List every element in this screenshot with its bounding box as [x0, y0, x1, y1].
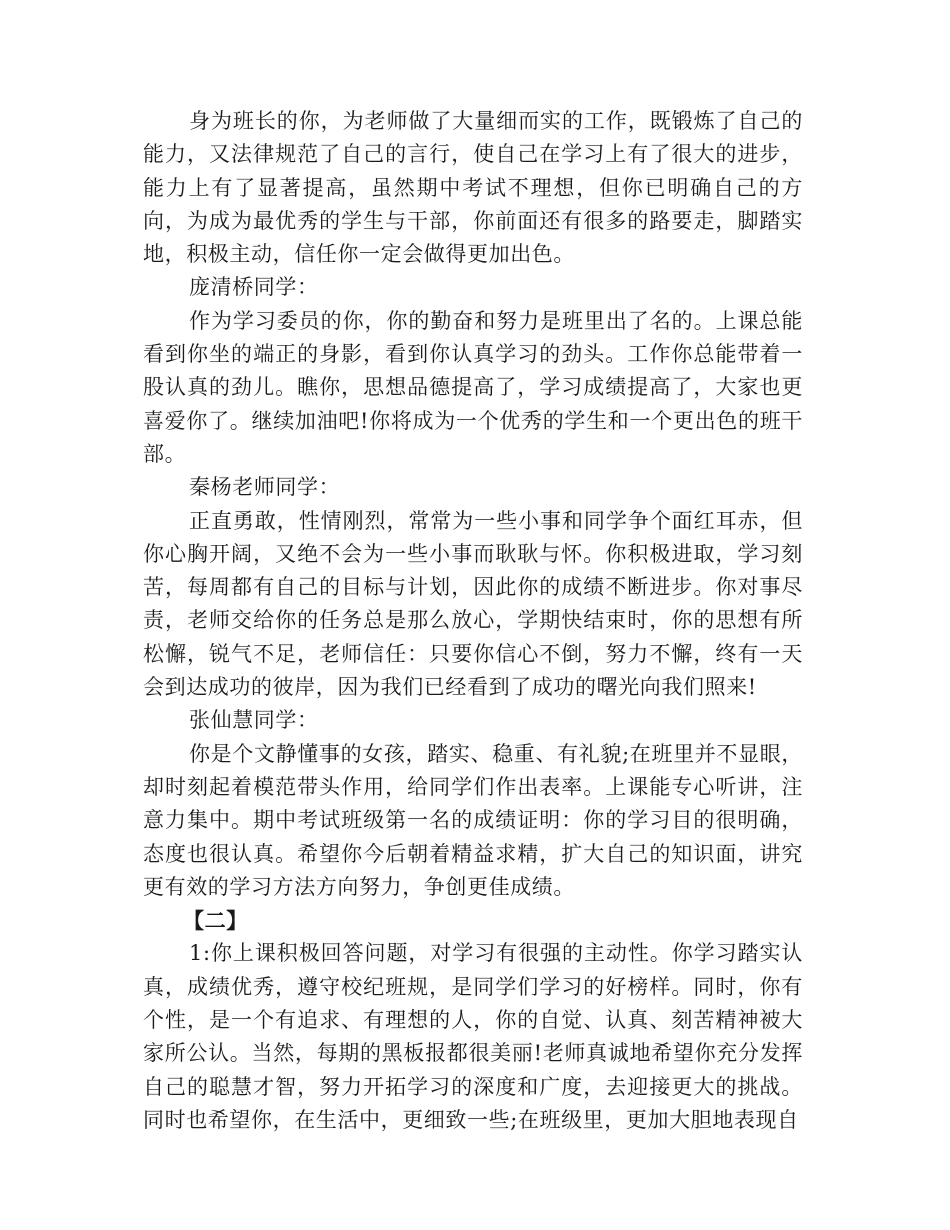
paragraph-class-monitor: 身为班长的你，为老师做了大量细而实的工作，既锻炼了自己的能力，又法律规范了自己的言行，使自己在学习上有了很大的进步，能力上有了显著提高，虽然期中考试不理想，但你已明确自己的方向，为成为最优秀的学生与干部，你前面还有很多的路要走，脚踏实地，积极主动，信任你一定会做得更加出色。 [143, 109, 803, 267]
paragraph-quiet-girl: 你是个文静懂事的女孩，踏实、稳重、有礼貌;在班里并不显眼，却时刻起着模范带头作用，给同学们作出表率。上课能专心听讲，注意力集中。期中考试班级第一名的成绩证明：你的学习目的很明确，态度也很认真。希望你今后朝着精益求精，扩大自己的知识面，讲究更有效的学习方法方向努力，争创更佳成绩。 [143, 741, 803, 899]
section-heading-two: 【二】 [183, 908, 248, 934]
salutation-qin-yang: 秦杨老师同学： [189, 475, 341, 500]
paragraph-upright-brave: 正直勇敢，性情刚烈，常常为一些小事和同学争个面红耳赤，但你心胸开阔，又绝不会为一些小事而耿耿与怀。你积极进取，学习刻苦，每周都有自己的目标与计划，因此你的成绩不断进步。你对事尽责，老师交给你的任务总是那么放心，学期快结束时，你的思想有所松懈，锐气不足，老师信任：只要你信心不倒，努力不懈，终有一天会到达成功的彼岸，因为我们已经看到了成功的曙光向我们照来! [143, 508, 803, 700]
paragraph-comment-one: 1:你上课积极回答问题，对学习有很强的主动性。你学习踏实认真，成绩优秀，遵守校纪班规，是同学们学习的好榜样。同时，你有个性，是一个有追求、有理想的人，你的自觉、认真、刻苦精神被大家所公认。当然，每期的黑板报都很美丽!老师真诚地希望你充分发挥自己的聪慧才智，努力开拓学习的深度和广度，去迎接更大的挑战。同时也希望你，在生活中，更细致一些;在班级里，更加大胆地表现自 [143, 941, 803, 1132]
salutation-pang-qingqiao: 庞清桥同学： [189, 275, 319, 300]
paragraph-study-commissioner: 作为学习委员的你，你的勤奋和努力是班里出了名的。上课总能看到你坐的端正的身影，看到你认真学习的劲头。工作你总能带着一股认真的劲儿。瞧你，思想品德提高了，学习成绩提高了，大家也更喜爱你了。继续加油吧!你将成为一个优秀的学生和一个更出色的班干部。 [143, 308, 803, 466]
document-body [143, 105, 803, 1137]
salutation-zhang-xianhui: 张仙慧同学： [189, 708, 319, 733]
